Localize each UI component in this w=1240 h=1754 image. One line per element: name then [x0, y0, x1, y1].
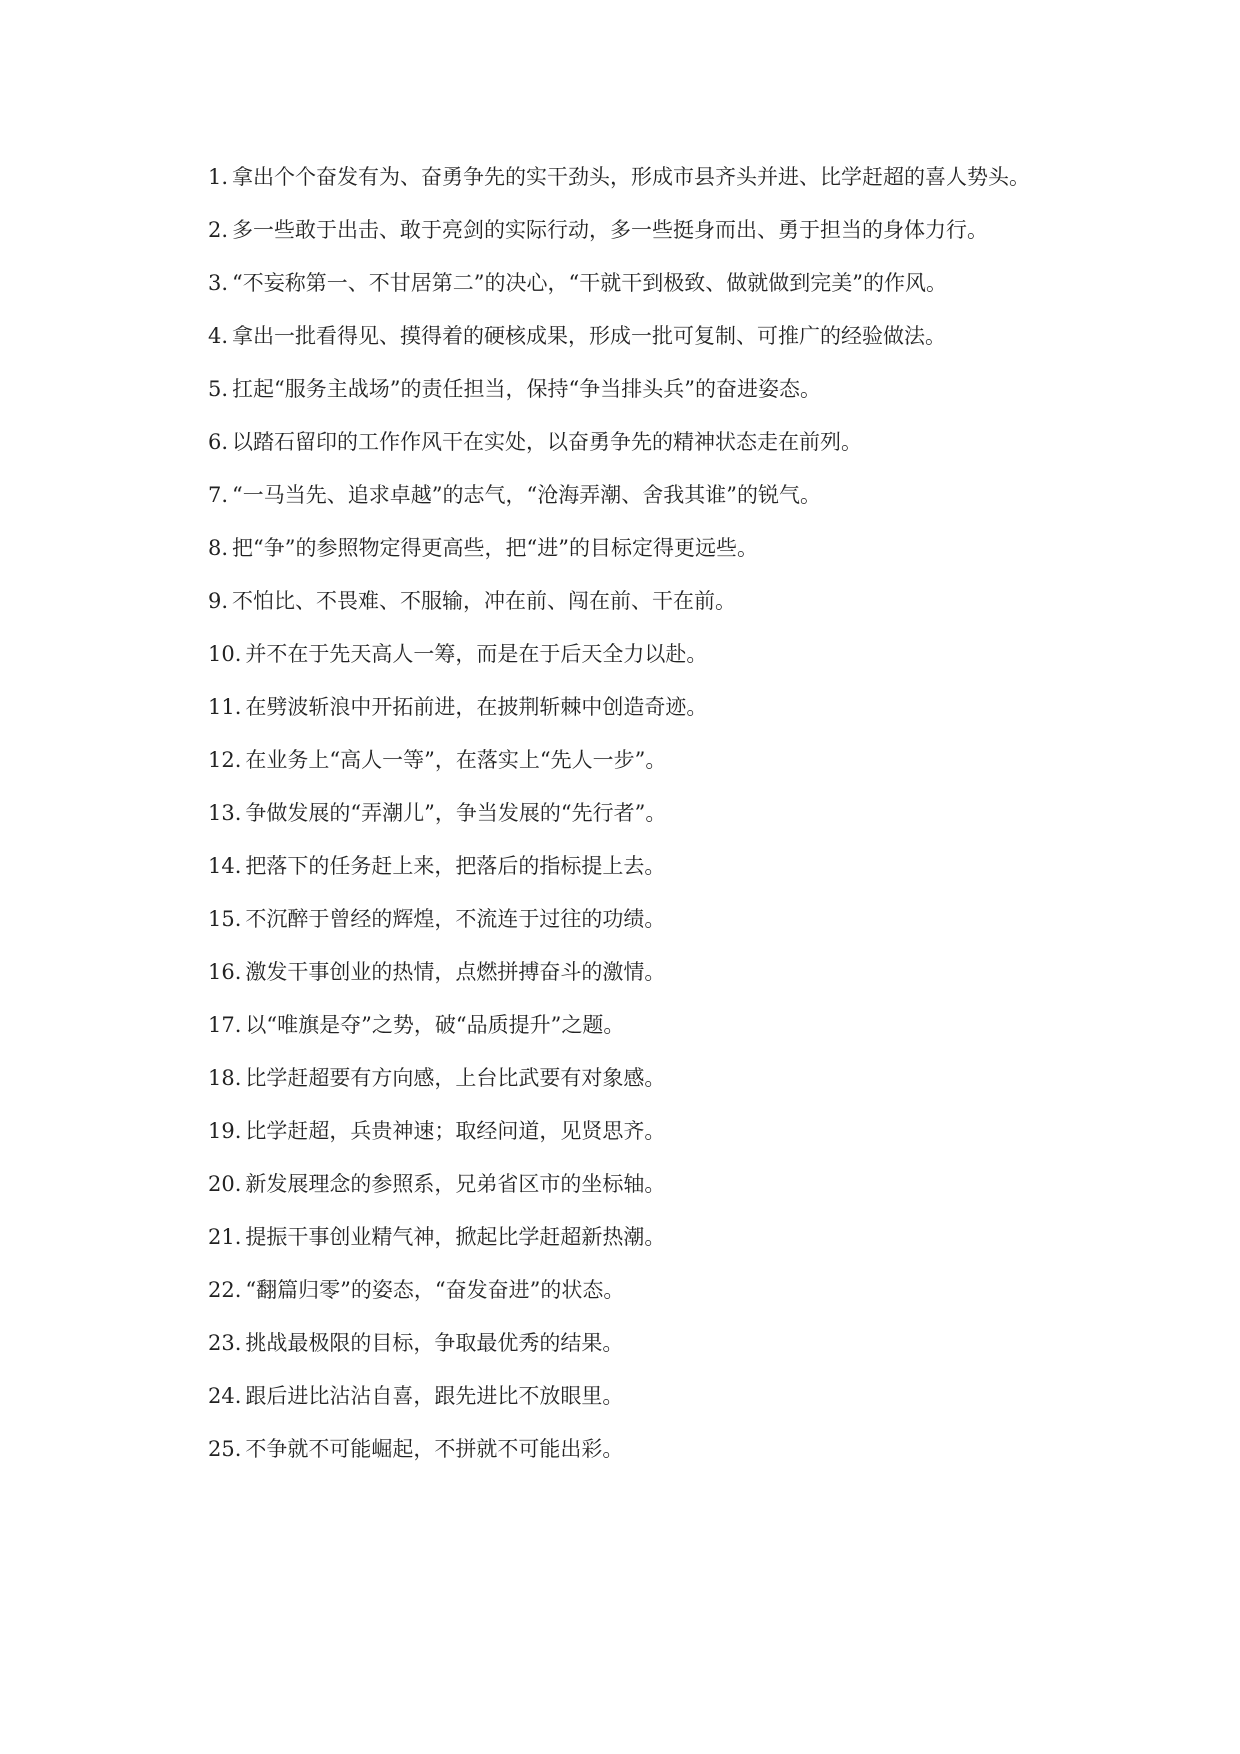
item-text: 新发展理念的参照系，兄弟省区市的坐标轴。	[245, 1172, 666, 1196]
list-item	[160, 637, 1080, 671]
item-number: 18.	[208, 1066, 242, 1090]
list-item	[160, 1379, 1080, 1413]
item-number: 21.	[208, 1225, 242, 1249]
item-text: “翻篇归零”的姿态，“奋发奋进”的状态。	[245, 1278, 625, 1302]
list-item	[160, 690, 1080, 724]
list-item	[160, 1114, 1080, 1148]
item-number: 8.	[208, 536, 229, 560]
list-item	[160, 319, 1080, 353]
item-text: 不怕比、不畏难、不服输，冲在前、闯在前、干在前。	[232, 589, 737, 613]
item-text: “不妄称第一、不甘居第二”的决心，“干就干到极致、做就做到完美”的作风。	[232, 271, 947, 295]
item-number: 4.	[208, 324, 229, 348]
list-item	[160, 531, 1080, 565]
list-item	[160, 902, 1080, 936]
item-text: 提振干事创业精气神，掀起比学赶超新热潮。	[245, 1225, 666, 1249]
item-number: 24.	[208, 1384, 242, 1408]
list-item	[160, 1432, 1080, 1466]
list-item	[160, 1326, 1080, 1360]
item-text: 不争就不可能崛起，不拼就不可能出彩。	[245, 1437, 624, 1461]
list-item	[160, 1273, 1080, 1307]
list-item	[160, 584, 1080, 618]
item-number: 23.	[208, 1331, 242, 1355]
item-number: 12.	[208, 748, 242, 772]
list-item	[160, 372, 1080, 406]
item-text: “一马当先、追求卓越”的志气，“沧海弄潮、舍我其谁”的锐气。	[232, 483, 821, 507]
list-item	[160, 478, 1080, 512]
item-number: 9.	[208, 589, 229, 613]
list-item	[160, 160, 1080, 194]
item-number: 7.	[208, 483, 229, 507]
item-number: 16.	[208, 960, 242, 984]
item-text: 不沉醉于曾经的辉煌，不流连于过往的功绩。	[245, 907, 666, 931]
item-text: 以踏石留印的工作作风干在实处，以奋勇争先的精神状态走在前列。	[232, 430, 863, 454]
item-text: 跟后进比沾沾自喜，跟先进比不放眼里。	[245, 1384, 624, 1408]
item-number: 25.	[208, 1437, 242, 1461]
item-number: 19.	[208, 1119, 242, 1143]
item-number: 13.	[208, 801, 242, 825]
item-text: 激发干事创业的热情，点燃拼搏奋斗的激情。	[245, 960, 666, 984]
document-body	[160, 160, 1080, 1485]
list-item	[160, 1167, 1080, 1201]
item-number: 6.	[208, 430, 229, 454]
item-text: 把落下的任务赶上来，把落后的指标提上去。	[245, 854, 666, 878]
item-number: 11.	[208, 695, 242, 719]
item-number: 22.	[208, 1278, 242, 1302]
list-item	[160, 1008, 1080, 1042]
item-number: 10.	[208, 642, 242, 666]
item-text: 比学赶超，兵贵神速；取经问道，见贤思齐。	[245, 1119, 666, 1143]
list-item	[160, 1220, 1080, 1254]
item-text: 以“唯旗是夺”之势，破“品质提升”之题。	[245, 1013, 625, 1037]
item-number: 17.	[208, 1013, 242, 1037]
list-item	[160, 849, 1080, 883]
item-text: 挑战最极限的目标，争取最优秀的结果。	[245, 1331, 624, 1355]
item-text: 拿出一批看得见、摸得着的硬核成果，形成一批可复制、可推广的经验做法。	[232, 324, 947, 348]
item-text: 比学赶超要有方向感，上台比武要有对象感。	[245, 1066, 666, 1090]
item-text: 并不在于先天高人一筹，而是在于后天全力以赴。	[245, 642, 708, 666]
item-text: 把“争”的参照物定得更高些，把“进”的目标定得更远些。	[232, 536, 758, 560]
list-item	[160, 1061, 1080, 1095]
item-number: 1.	[208, 165, 229, 189]
list-item	[160, 743, 1080, 777]
item-text: 多一些敢于出击、敢于亮剑的实际行动，多一些挺身而出、勇于担当的身体力行。	[232, 218, 989, 242]
item-text: 拿出个个奋发有为、奋勇争先的实干劲头，形成市县齐头并进、比学赶超的喜人势头。	[232, 165, 1031, 189]
item-text: 争做发展的“弄潮儿”，争当发展的“先行者”。	[245, 801, 667, 825]
item-number: 5.	[208, 377, 229, 401]
item-text: 在劈波斩浪中开拓前进，在披荆斩棘中创造奇迹。	[245, 695, 708, 719]
item-number: 3.	[208, 271, 229, 295]
list-item	[160, 213, 1080, 247]
item-number: 20.	[208, 1172, 242, 1196]
list-item	[160, 955, 1080, 989]
item-number: 15.	[208, 907, 242, 931]
item-number: 2.	[208, 218, 229, 242]
item-text: 扛起“服务主战场”的责任担当，保持“争当排头兵”的奋进姿态。	[232, 377, 821, 401]
list-item	[160, 796, 1080, 830]
list-item	[160, 266, 1080, 300]
item-text: 在业务上“高人一等”，在落实上“先人一步”。	[245, 748, 667, 772]
list-item	[160, 425, 1080, 459]
item-number: 14.	[208, 854, 242, 878]
